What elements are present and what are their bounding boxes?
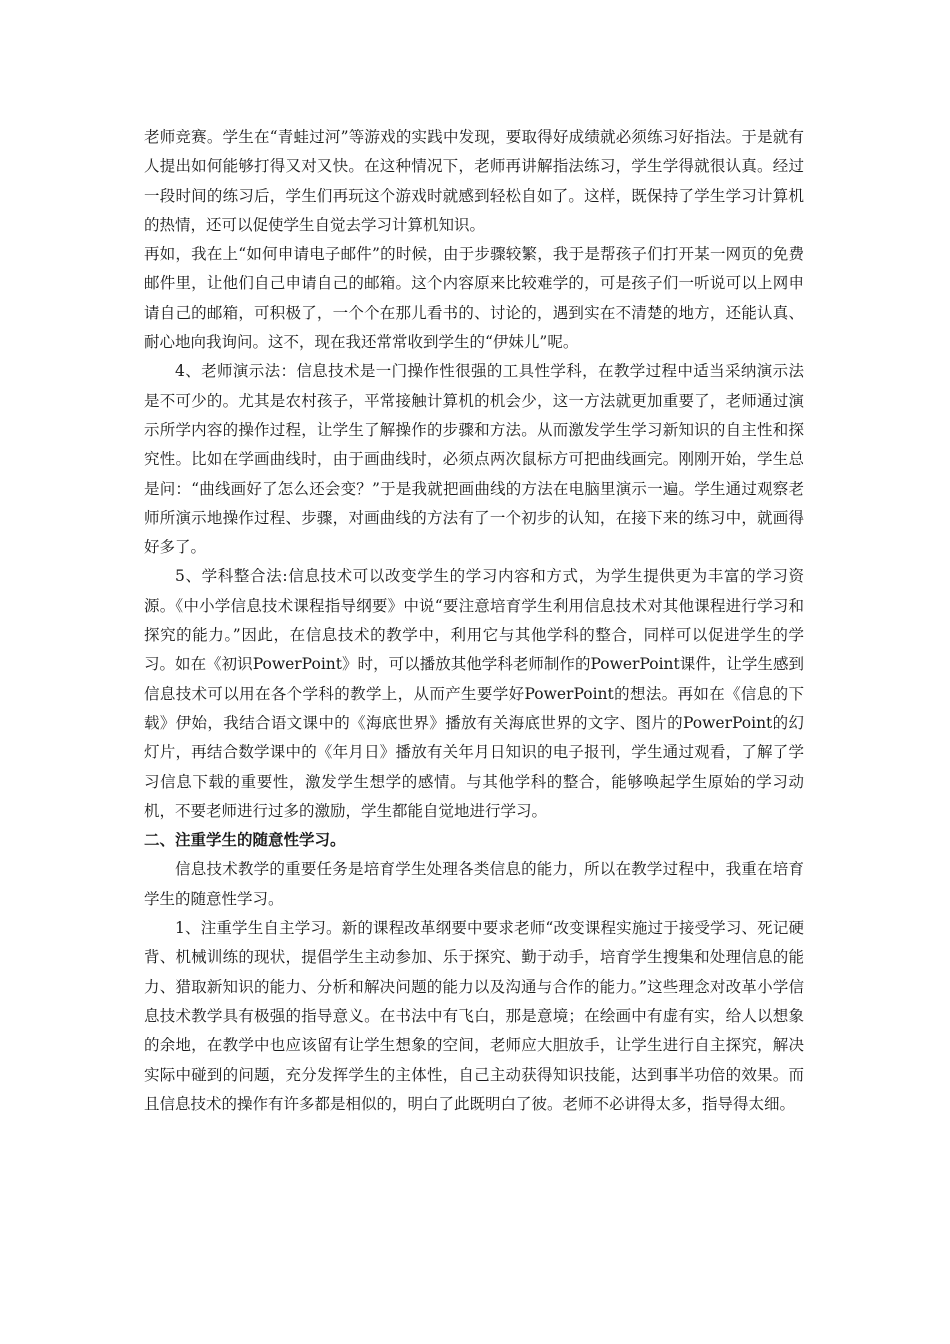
paragraph-teacher-demo-method: 4、老师演示法：信息技术是一门操作性很强的工具性学科，在教学过程中适当采纳演示法是不可少的。尤其是农村孩子，平常接触计算机的机会少，这一方法就更加重要了，老师通过演示所学内容的操作过程，让学生了解操作的步骤和方法。从而激发学生学习新知识的自主性和探究性。比如在学画曲线时，由于画曲线时，必须点两次鼠标方可把曲线画完。刚刚开始，学生总是问：“曲线画好了怎么还会变？”于是我就把画曲线的方法在电脑里演示一遍。学生通过观察老师所演示地操作过程、步骤，对画曲线的方法有了一个初步的认知，在接下来的练习中，就画得好多了。: [144, 362, 804, 557]
paragraph-typing-game: 老师竞赛。学生在“青蛙过河”等游戏的实践中发现，要取得好成绩就必须练习好指法。于是就有人提出如何能够打得又对又快。在这种情况下，老师再讲解指法练习，学生学得就很认真。经过一段时间的练习后，学生们再玩这个游戏时就感到轻松自如了。这样，既保持了学生学习计算机的热情，还可以促使学生自觉去学习计算机知识。: [144, 128, 804, 234]
paragraph-autonomous-learning: 1、注重学生自主学习。新的课程改革纲要中要求老师“改变课程实施过于接受学习、死记硬背、机械训练的现状，提倡学生主动参加、乐于探究、勤于动手，培育学生搜集和处理信息的能力、猎取新知识的能力、分析和解决问题的能力以及沟通与合作的能力。”这些理念对改革小学信息技术教学具有极强的指导意义。在书法中有飞白，那是意境；在绘画中有虚有实，给人以想象的余地，在教学中也应该留有让学生想象的空间，老师应大胆放手，让学生进行自主探究，解决实际中碰到的问题，充分发挥学生的主体性，自己主动获得知识技能，达到事半功倍的效果。而且信息技术的操作有许多都是相似的，明白了此既明白了彼。老师不必讲得太多，指导得太细。: [144, 919, 804, 1113]
paragraph-subject-integration-method: 5、学科整合法:信息技术可以改变学生的学习内容和方式，为学生提供更为丰富的学习资源。《中小学信息技术课程指导纲要》中说“要注意培育学生利用信息技术对其他课程进行学习和探究的能力。”因此，在信息技术的教学中，利用它与其他学科的整合，同样可以促进学生的学习。如在《初识PowerPoint》时，可以播放其他学科老师制作的PowerPoint课件，让学生感到信息技术可以用在各个学科的教学上，从而产生要学好PowerPoint的想法。再如在《信息的下载》伊始，我结合语文课中的《海底世界》播放有关海底世界的文字、图片的PowerPoint的幻灯片，再结合数学课中的《年月日》播放有关年月日知识的电子报刊，学生通过观看，了解了学习信息下载的重要性，激发学生想学的感情。与其他学科的整合，能够唤起学生原始的学习动机，不要老师进行过多的激励，学生都能自觉地进行学习。: [144, 567, 804, 820]
paragraph-email-example: 再如，我在上“如何申请电子邮件”的时候，由于步骤较繁，我于是帮孩子们打开某一网页的免费邮件里，让他们自己申请自己的邮箱。这个内容原来比较难学的，可是孩子们一听说可以上网申请自己的邮箱，可积极了，一个个在那儿看书的、讨论的，遇到实在不清楚的地方，还能认真、耐心地向我询问。这不，现在我还常常收到学生的“伊妹儿”呢。: [144, 245, 804, 352]
document-body: [144, 123, 804, 1119]
section-heading-casual-learning: 二、注重学生的随意性学习。: [144, 831, 346, 850]
paragraph-section-intro: 信息技术教学的重要任务是培育学生处理各类信息的能力，所以在教学过程中，我重在培育学生的随意性学习。: [144, 860, 804, 908]
